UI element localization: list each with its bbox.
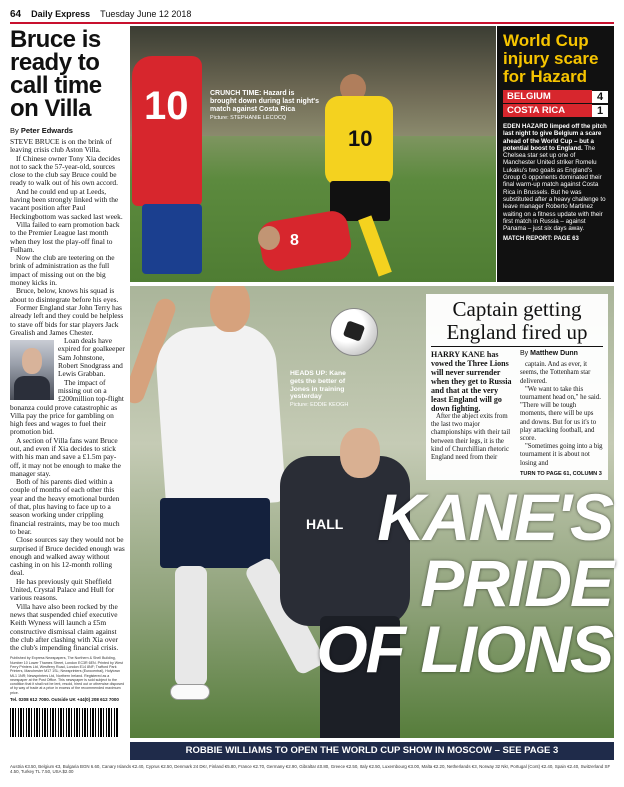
kane-leg xyxy=(175,566,207,686)
kane-shorts xyxy=(160,498,270,568)
bruce-suit xyxy=(14,376,50,400)
header-rule xyxy=(10,22,614,24)
jersey-number-yellow: 10 xyxy=(348,126,373,151)
headline-rule xyxy=(431,346,603,347)
kane-shirt xyxy=(154,322,286,510)
captain-story-box xyxy=(426,294,608,480)
story-paragraph: Now the club are teetering on the brink of administration as the full impact of missing out on the big money kicks in. xyxy=(10,253,115,288)
bruce-byline: By Peter Edwards xyxy=(10,126,73,135)
story-paragraph: If Chinese owner Tony Xia decides not to sack the 57-year-old, sources close to the club say Bruce could be ready to walk out of his own accord. xyxy=(10,153,121,188)
score-row-costa-rica xyxy=(503,104,608,117)
barcode xyxy=(10,708,118,737)
story-paragraph: Loan deals have expired for goalkeeper Sam Johnstone, Robert Snodgrass and Lewis Grabban. xyxy=(58,336,125,379)
kane-boot xyxy=(170,684,210,700)
story-paragraph: He has previously quit Sheffield United, Crystal Palace and Hull for various reasons. xyxy=(10,576,115,603)
story-paragraph: STEVE BRUCE is on the brink of leaving crisis club Aston Villa. xyxy=(10,137,112,155)
captain-author: Matthew Dunn xyxy=(530,350,578,357)
page-number: 64 xyxy=(10,8,22,20)
bruce-headline: Bruce is ready to call time on Villa xyxy=(10,26,102,122)
world-cup-text: EDEN HAZARD limped off the pitch last night to give Belgium a scare ahead of the World Cup – but a potential boost to England. The Chelsea star set up one of Manchester United striker Romelu Lukaku's two goals as England's Group G opponents dominated their final warm-up match against Costa Rica in Brussels. But he was substituted after a heavy challenge to leave manager Roberto Martinez waiting on a fitness update with their first match in Russia – against Panama – just six days away. xyxy=(503,123,607,233)
captain-headline: Captain getting England fired up xyxy=(446,297,588,344)
costa-rica-shorts xyxy=(142,204,202,274)
bruce-face xyxy=(22,348,42,374)
kane-caption: HEADS UP: Kane gets the better of Jones in training yesterday Picture: EDDIE KEOGH xyxy=(290,370,349,409)
headline-line-2: PRIDE xyxy=(420,546,612,620)
jersey-number-fallen: 8 xyxy=(290,232,299,249)
score-row-belgium xyxy=(503,90,608,103)
story-paragraph: Villa failed to earn promotion back to the Premier League last month when they lost the play-off final to Fulham. xyxy=(10,219,120,254)
story-paragraph: Villa have also been rocked by the news that suspended chief executive Keith Wyness will launch a £5m constructive dismissal claim against the club after clashing with Xia over the club's impending financial crisis. xyxy=(10,601,119,653)
story-paragraph: After the abject exits from the last two major championships with their tail between their legs, it is the kind of Churchillian rhetoric England need from their xyxy=(431,413,511,462)
jersey-number-red: 10 xyxy=(144,84,189,128)
issue-date: Tuesday June 12 2018 xyxy=(100,9,192,19)
team-costa-rica: COSTA RICA xyxy=(503,104,592,117)
world-cup-panel xyxy=(497,26,614,282)
costa-rica-player xyxy=(132,56,202,206)
jones-head xyxy=(340,428,380,478)
match-report-ref: MATCH REPORT: PAGE 63 xyxy=(503,236,579,243)
paper-name: Daily Express xyxy=(31,9,91,19)
bruce-author: Peter Edwards xyxy=(20,126,73,135)
captain-lead: HARRY KANE has vowed the Three Lions will never surrender when they get to Russia and that at the very least England will go down fighting. xyxy=(431,350,512,413)
hazard-photo-credit: Picture: STEPHANIE LECOCQ xyxy=(210,115,287,121)
main-headline xyxy=(300,480,612,686)
story-paragraph: "We want to take this tournament head on," he said. "There will be tough moments, there will be ups and downs. But for us it's to play attacking football, and score. xyxy=(520,385,601,443)
hazard-photo xyxy=(130,26,496,282)
hazard-leg xyxy=(358,215,392,276)
story-column-1 xyxy=(431,350,514,478)
turn-to-page-ref: TURN TO PAGE 61, COLUMN 3 xyxy=(520,470,602,477)
story-paragraph: A section of Villa fans want Bruce out, and even if Xia decides to stick with his man and save a £1.5m pay-off, it may not be enough to make the manager stay. xyxy=(10,435,121,478)
page-header xyxy=(10,6,614,22)
story-paragraph: The impact of missing out on a £200million top-flight bonanza could prove catastrophic as Villa pay the price for gambling on high fees and wages to fuel their promotion bid. xyxy=(10,377,124,437)
promo-strip: ROBBIE WILLIAMS TO OPEN THE WORLD CUP SHOW IN MOSCOW – SEE PAGE 3 xyxy=(130,742,614,760)
team-belgium: BELGIUM xyxy=(503,90,592,103)
captain-byline: By Matthew Dunn xyxy=(520,350,578,357)
left-column xyxy=(10,26,126,737)
overseas-prices: Austria €3.50, Belgium €3, Bulgaria BGN 6.60, Canary Islands €2.40, Cyprus €2.50, Denmark 24 DKr, Finland €5.80, France €2.70, Germany €2.90, Gibraltar £0.80, Greece €2.50, Italy €2.50, Luxembourg €3.00, Malta €2.20, Netherlands €3, Norway 32 Nkr, Portugal (Cont) €2.40, Spain €2.40, Switzerland SF 4.50, Turkey TL 7.50, USA $2.00 xyxy=(10,764,611,774)
score-costa-rica: 1 xyxy=(592,105,608,117)
headline-line-1: KANE'S xyxy=(377,480,612,554)
score-belgium: 4 xyxy=(592,91,608,103)
story-paragraph: Former England star John Terry has already left and they could be helpless to stave off bids for star players Jack Grealish and James Chester. xyxy=(10,302,124,337)
story-paragraph: captain. And as ever, it seems, the Tottenham star delivered. xyxy=(520,361,591,385)
hazard-caption: CRUNCH TIME: Hazard is brought down during last night's match against Costa Rica Picture: STEPHANIE LECOCQ xyxy=(210,90,319,121)
story-column-2 xyxy=(520,350,603,478)
fallen-player-head xyxy=(258,226,280,250)
story-paragraph: And he could end up at Leeds, having been strongly linked with the vacant position after Paul Heckingbottom was sacked last week. xyxy=(10,186,123,221)
kane-photo-credit: Picture: EDDIE KEOGH xyxy=(290,402,349,409)
football xyxy=(330,308,378,356)
kane-head xyxy=(210,286,250,332)
captain-story-columns xyxy=(431,350,603,478)
story-paragraph: Both of his parents died within a couple of months of each other this year and the heavy emotional burden of that, plus having to face up to a season working under crippling financial restraints, may be too much to bear. xyxy=(10,477,120,536)
bruce-photo xyxy=(10,340,54,400)
publisher-imprint: Published by Express Newspapers, The Northern & Shell Building, Number 10 Lower Thames Street, London EC3R 6EN. Printed by West Ferry Printers Ltd, Westferry Road, London E14 8NF; Trafford Park Printers, Manchester M17 1SL; Newsprinters (Eurocentral), Holytown ML1 1NR; Newsprinters Ltd, Northern Ireland. Registered as a newspaper at the Post Office. This newspaper is sold subject to the condition that it shall not be lent, resold, hired out or otherwise disposed of by way of trade at a price in excess of the recommended maximum price. xyxy=(10,656,125,695)
story-paragraph: "Sometimes going into a big tournament it is about not losing and xyxy=(520,443,603,467)
jones-shirt-text: HALL xyxy=(306,516,344,532)
telephone-line: Tel. 0208 612 7000. Outside UK +44(0) 208 612 7000 xyxy=(10,697,119,703)
headline-line-3: OF LIONS xyxy=(316,612,612,686)
world-cup-headline: World Cup injury scare for Hazard xyxy=(503,31,599,86)
story-paragraph: Bruce, below, knows his squad is about to disintegrate before his eyes. xyxy=(10,286,119,304)
bruce-story-body xyxy=(10,138,126,652)
story-paragraph: Close sources say they would not be surprised if Bruce decided enough was enough and walked away without cashing in on his 12-month rolling deal. xyxy=(10,535,125,578)
